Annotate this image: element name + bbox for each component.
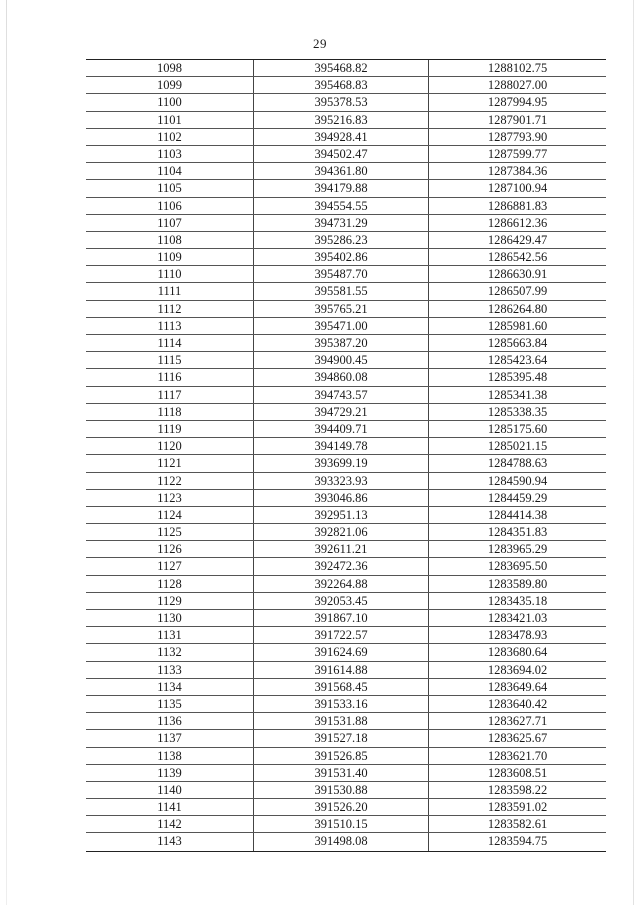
point-id-cell: 1140 bbox=[86, 782, 254, 798]
x-coordinate-cell: 391498.08 bbox=[254, 833, 429, 850]
y-coordinate-cell: 1283621.70 bbox=[487, 748, 548, 763]
point-id-cell: 1131 bbox=[86, 627, 254, 643]
y-coordinate-cell: 1287994.95 bbox=[487, 95, 548, 110]
y-coordinate-cell: 1285395.48 bbox=[487, 370, 548, 385]
x-coordinate-cell: 393046.86 bbox=[254, 490, 429, 506]
x-coordinate-cell: 392821.06 bbox=[254, 524, 429, 540]
table-row bbox=[86, 77, 606, 94]
y-coordinate-cell: 1283421.03 bbox=[487, 611, 548, 625]
y-coordinate-cell: 1286612.36 bbox=[487, 215, 548, 230]
point-id-cell: 1134 bbox=[86, 679, 254, 695]
y-coordinate-cell: 1283695.50 bbox=[487, 559, 548, 574]
table-row bbox=[86, 94, 606, 111]
y-coordinate-cell: 1285175.60 bbox=[487, 421, 548, 436]
table-row bbox=[86, 730, 606, 747]
point-id-cell: 1102 bbox=[86, 129, 254, 145]
point-id-cell: 1115 bbox=[86, 352, 254, 368]
x-coordinate-cell: 391531.88 bbox=[254, 713, 429, 729]
x-coordinate-cell: 394179.88 bbox=[254, 180, 429, 196]
y-coordinate-cell: 1287384.36 bbox=[487, 164, 548, 179]
y-coordinate-cell: 1284788.63 bbox=[487, 456, 548, 471]
y-coordinate-cell: 1284414.38 bbox=[487, 507, 548, 522]
y-coordinate-cell: 1283608.51 bbox=[487, 765, 548, 780]
x-coordinate-cell: 394900.45 bbox=[254, 352, 429, 368]
x-coordinate-cell: 394409.71 bbox=[254, 421, 429, 437]
y-coordinate-cell: 1288027.00 bbox=[487, 78, 548, 93]
y-coordinate-cell: 1283640.42 bbox=[487, 696, 548, 711]
y-coordinate-cell: 1286881.83 bbox=[487, 198, 548, 213]
table-row bbox=[86, 713, 606, 730]
table-row bbox=[86, 524, 606, 541]
x-coordinate-cell: 394860.08 bbox=[254, 369, 429, 385]
x-coordinate-cell: 394361.80 bbox=[254, 163, 429, 179]
x-coordinate-cell: 391531.40 bbox=[254, 765, 429, 781]
table-row bbox=[86, 283, 606, 300]
table-row bbox=[86, 765, 606, 782]
point-id-cell: 1130 bbox=[86, 610, 254, 626]
table-row bbox=[86, 748, 606, 765]
y-coordinate-cell: 1286429.47 bbox=[487, 232, 548, 247]
x-coordinate-cell: 392053.45 bbox=[254, 593, 429, 609]
table-row bbox=[86, 696, 606, 713]
point-id-cell: 1132 bbox=[86, 644, 254, 660]
point-id-cell: 1143 bbox=[86, 833, 254, 850]
x-coordinate-cell: 395487.70 bbox=[254, 266, 429, 282]
x-coordinate-cell: 391527.18 bbox=[254, 730, 429, 746]
point-id-cell: 1110 bbox=[86, 266, 254, 282]
x-coordinate-cell: 392951.13 bbox=[254, 507, 429, 523]
table-row bbox=[86, 799, 606, 816]
table-row bbox=[86, 335, 606, 352]
table-row bbox=[86, 318, 606, 335]
x-coordinate-cell: 395468.83 bbox=[254, 77, 429, 93]
table-row bbox=[86, 232, 606, 249]
x-coordinate-cell: 393699.19 bbox=[254, 455, 429, 471]
y-coordinate-cell: 1286630.91 bbox=[487, 267, 548, 282]
y-coordinate-cell: 1283694.02 bbox=[487, 662, 548, 677]
x-coordinate-cell: 394502.47 bbox=[254, 146, 429, 162]
x-coordinate-cell: 395581.55 bbox=[254, 283, 429, 299]
x-coordinate-cell: 391526.20 bbox=[254, 799, 429, 815]
x-coordinate-cell: 394554.55 bbox=[254, 198, 429, 214]
y-coordinate-cell: 1285341.38 bbox=[487, 387, 548, 402]
x-coordinate-cell: 394731.29 bbox=[254, 215, 429, 231]
point-id-cell: 1123 bbox=[86, 490, 254, 506]
table-row bbox=[86, 352, 606, 369]
x-coordinate-cell: 391510.15 bbox=[254, 816, 429, 832]
point-id-cell: 1136 bbox=[86, 713, 254, 729]
table-row bbox=[86, 490, 606, 507]
table-row bbox=[86, 662, 606, 679]
x-coordinate-cell: 395286.23 bbox=[254, 232, 429, 248]
table-row bbox=[86, 507, 606, 524]
y-coordinate-cell: 1285338.35 bbox=[487, 404, 548, 419]
y-coordinate-cell: 1287901.71 bbox=[487, 112, 548, 127]
y-coordinate-cell: 1286264.80 bbox=[487, 301, 548, 316]
point-id-cell: 1135 bbox=[86, 696, 254, 712]
y-coordinate-cell: 1286542.56 bbox=[487, 250, 548, 265]
point-id-cell: 1112 bbox=[86, 301, 254, 317]
y-coordinate-cell: 1287599.77 bbox=[487, 146, 548, 161]
x-coordinate-cell: 395402.86 bbox=[254, 249, 429, 265]
point-id-cell: 1119 bbox=[86, 421, 254, 437]
point-id-cell: 1126 bbox=[86, 541, 254, 557]
point-id-cell: 1109 bbox=[86, 249, 254, 265]
y-coordinate-cell: 1285423.64 bbox=[487, 353, 548, 368]
table-row bbox=[86, 266, 606, 283]
table-row bbox=[86, 644, 606, 661]
point-id-cell: 1139 bbox=[86, 765, 254, 781]
table-row bbox=[86, 593, 606, 610]
y-coordinate-cell: 1283478.93 bbox=[487, 628, 548, 643]
x-coordinate-cell: 391867.10 bbox=[254, 610, 429, 626]
y-coordinate-cell: 1283582.61 bbox=[487, 817, 548, 832]
y-coordinate-cell: 1283680.64 bbox=[487, 645, 548, 660]
table-row bbox=[86, 455, 606, 472]
y-coordinate-cell: 1283594.75 bbox=[487, 834, 548, 849]
x-coordinate-cell: 394743.57 bbox=[254, 387, 429, 403]
y-coordinate-cell: 1283435.18 bbox=[487, 593, 548, 608]
table-row bbox=[86, 129, 606, 146]
x-coordinate-cell: 395468.82 bbox=[254, 60, 429, 76]
y-coordinate-cell: 1287100.94 bbox=[487, 181, 548, 196]
table-row bbox=[86, 198, 606, 215]
point-id-cell: 1128 bbox=[86, 576, 254, 592]
y-coordinate-cell: 1284459.29 bbox=[487, 490, 548, 505]
point-id-cell: 1111 bbox=[86, 283, 254, 299]
point-id-cell: 1116 bbox=[86, 369, 254, 385]
y-coordinate-cell: 1287793.90 bbox=[487, 129, 548, 144]
point-id-cell: 1107 bbox=[86, 215, 254, 231]
x-coordinate-cell: 391568.45 bbox=[254, 679, 429, 695]
x-coordinate-cell: 391722.57 bbox=[254, 627, 429, 643]
table-row bbox=[86, 421, 606, 438]
table-row bbox=[86, 60, 606, 77]
table-row bbox=[86, 249, 606, 266]
coordinate-table bbox=[86, 59, 606, 852]
table-row bbox=[86, 163, 606, 180]
table-row bbox=[86, 679, 606, 696]
y-coordinate-cell: 1285981.60 bbox=[487, 318, 548, 333]
point-id-cell: 1118 bbox=[86, 404, 254, 420]
table-row bbox=[86, 387, 606, 404]
y-coordinate-cell: 1283591.02 bbox=[487, 800, 548, 815]
y-coordinate-cell: 1285663.84 bbox=[487, 336, 548, 350]
table-row bbox=[86, 215, 606, 232]
point-id-cell: 1133 bbox=[86, 662, 254, 678]
table-row bbox=[86, 112, 606, 129]
y-coordinate-cell: 1283598.22 bbox=[487, 782, 548, 797]
table-row bbox=[86, 541, 606, 558]
x-coordinate-cell: 395378.53 bbox=[254, 94, 429, 110]
point-id-cell: 1098 bbox=[86, 60, 254, 76]
point-id-cell: 1113 bbox=[86, 318, 254, 334]
table-row bbox=[86, 180, 606, 197]
x-coordinate-cell: 391526.85 bbox=[254, 748, 429, 764]
table-row bbox=[86, 782, 606, 799]
point-id-cell: 1125 bbox=[86, 524, 254, 540]
x-coordinate-cell: 394729.21 bbox=[254, 404, 429, 420]
x-coordinate-cell: 395765.21 bbox=[254, 301, 429, 317]
y-coordinate-cell: 1283965.29 bbox=[487, 542, 548, 557]
point-id-cell: 1121 bbox=[86, 455, 254, 471]
x-coordinate-cell: 391533.16 bbox=[254, 696, 429, 712]
y-coordinate-cell: 1284590.94 bbox=[487, 473, 548, 488]
point-id-cell: 1141 bbox=[86, 799, 254, 815]
table-row bbox=[86, 558, 606, 575]
table-row bbox=[86, 369, 606, 386]
point-id-cell: 1138 bbox=[86, 748, 254, 764]
x-coordinate-cell: 392264.88 bbox=[254, 576, 429, 592]
point-id-cell: 1122 bbox=[86, 473, 254, 489]
table-row bbox=[86, 816, 606, 833]
y-coordinate-cell: 1286507.99 bbox=[487, 284, 548, 299]
page-edge-left bbox=[6, 0, 7, 905]
x-coordinate-cell: 392472.36 bbox=[254, 558, 429, 574]
table-row bbox=[86, 146, 606, 163]
y-coordinate-cell: 1283589.80 bbox=[487, 576, 548, 591]
table-row bbox=[86, 438, 606, 455]
point-id-cell: 1120 bbox=[86, 438, 254, 454]
x-coordinate-cell: 391614.88 bbox=[254, 662, 429, 678]
table-row bbox=[86, 627, 606, 644]
point-id-cell: 1127 bbox=[86, 558, 254, 574]
y-coordinate-cell: 1284351.83 bbox=[487, 525, 548, 540]
point-id-cell: 1108 bbox=[86, 232, 254, 248]
y-coordinate-cell: 1285021.15 bbox=[487, 439, 548, 454]
x-coordinate-cell: 395387.20 bbox=[254, 335, 429, 351]
point-id-cell: 1106 bbox=[86, 198, 254, 214]
point-id-cell: 1142 bbox=[86, 816, 254, 832]
table-row bbox=[86, 833, 606, 850]
point-id-cell: 1103 bbox=[86, 146, 254, 162]
page-edge-right bbox=[633, 0, 634, 905]
x-coordinate-cell: 394928.41 bbox=[254, 129, 429, 145]
table-row bbox=[86, 473, 606, 490]
point-id-cell: 1105 bbox=[86, 180, 254, 196]
table-row bbox=[86, 576, 606, 593]
point-id-cell: 1104 bbox=[86, 163, 254, 179]
point-id-cell: 1114 bbox=[86, 335, 254, 351]
point-id-cell: 1101 bbox=[86, 112, 254, 128]
point-id-cell: 1117 bbox=[86, 387, 254, 403]
point-id-cell: 1129 bbox=[86, 593, 254, 609]
x-coordinate-cell: 395216.83 bbox=[254, 112, 429, 128]
point-id-cell: 1124 bbox=[86, 507, 254, 523]
x-coordinate-cell: 395471.00 bbox=[254, 318, 429, 334]
y-coordinate-cell: 1283627.71 bbox=[487, 714, 548, 729]
table-row bbox=[86, 610, 606, 627]
table-row bbox=[86, 301, 606, 318]
point-id-cell: 1137 bbox=[86, 730, 254, 746]
point-id-cell: 1099 bbox=[86, 77, 254, 93]
x-coordinate-cell: 394149.78 bbox=[254, 438, 429, 454]
table-row bbox=[86, 404, 606, 421]
y-coordinate-cell: 1283625.67 bbox=[487, 731, 548, 746]
point-id-cell: 1100 bbox=[86, 94, 254, 110]
x-coordinate-cell: 391530.88 bbox=[254, 782, 429, 798]
page-number: 29 bbox=[313, 36, 327, 51]
x-coordinate-cell: 393323.93 bbox=[254, 473, 429, 489]
y-coordinate-cell: 1288102.75 bbox=[487, 61, 548, 75]
x-coordinate-cell: 392611.21 bbox=[254, 541, 429, 557]
y-coordinate-cell: 1283649.64 bbox=[487, 679, 548, 694]
x-coordinate-cell: 391624.69 bbox=[254, 644, 429, 660]
